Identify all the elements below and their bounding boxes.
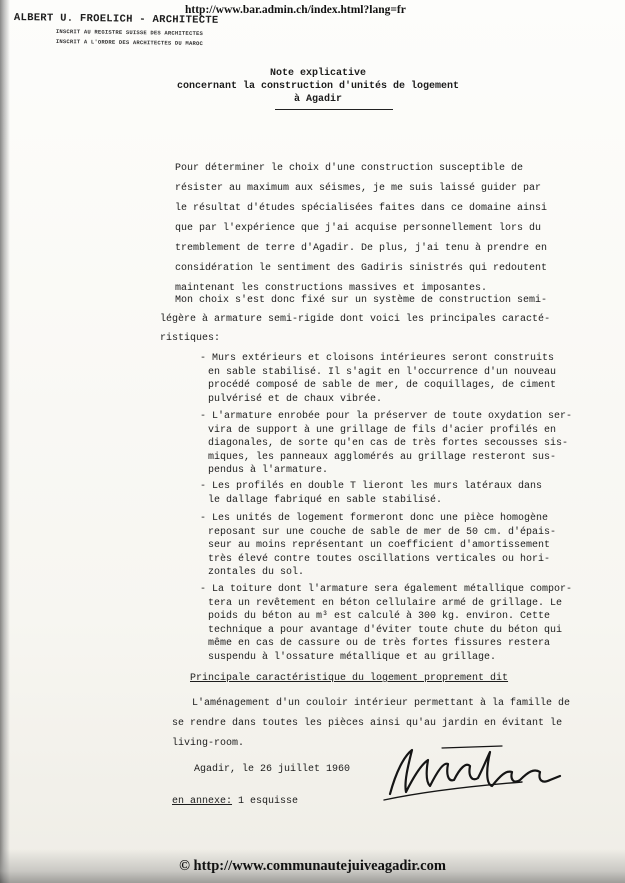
list-item-line: seur au moins représentant un coefficient d'amortissement — [208, 540, 551, 551]
paragraph-line: L'aménagement d'un couloir intérieur permettant à la famille de — [192, 698, 571, 709]
paragraph-line: considération le sentiment des Gadiris sinistrés qui redoutent — [175, 263, 548, 274]
list-item-line: procédé composé de sable de mer, de coquillages, de ciment — [208, 380, 557, 391]
list-item-line: poids du béton au m³ est calculé à 300 kg. environ. Cette — [208, 611, 551, 622]
section-subheading: Principale caractéristique du logement proprement dit — [190, 673, 509, 684]
annex-label: en annexe: — [172, 796, 233, 807]
list-item-line: pendus à l'armature. — [208, 465, 329, 476]
paragraph-line: living-room. — [172, 738, 245, 749]
letterhead-line-2: INSCRIT A L'ORDRE DES ARCHITECTES DU MAROC — [55, 38, 204, 48]
handwritten-signature — [382, 742, 567, 804]
paragraph-line: Mon choix s'est donc fixé sur un système de construction semi- — [175, 295, 548, 306]
title-underline — [275, 109, 393, 110]
list-item-line: - L'armature enrobée pour la préserver de toute oxydation ser- — [200, 411, 573, 422]
paragraph-line: que par l'expérience que j'ai acquise personnellement lors du — [175, 223, 542, 234]
source-url: http://www.bar.admin.ch/index.html?lang=fr — [185, 4, 406, 16]
paragraph-line: le résultat d'études spécialisées faites dans ce domaine ainsi — [175, 203, 548, 214]
paragraph-line: résister au maximum aux séismes, je me suis laissé guider par — [175, 183, 542, 194]
document-title — [160, 67, 476, 106]
list-item-line: le dallage fabriqué en sable stabilisé. — [208, 494, 443, 506]
paragraph-choice — [160, 291, 551, 348]
list-item-line: tera un revêtement en béton cellulaire armé de grillage. Le — [208, 597, 563, 609]
list-item-line: reposant sur une couche de sable de mer de 50 cm. d'épais- — [208, 526, 557, 538]
letterhead-line-1: INSCRIT AU REGISTRE SUISSE DES ARCHITECTES — [55, 28, 204, 38]
list-item-roof — [200, 583, 572, 664]
list-item-line: - La toiture dont l'armature sera également métallique compor- — [200, 584, 573, 595]
paragraph-line: se rendre dans toutes les pièces ainsi qu'au jardin en évitant le — [172, 718, 563, 729]
paragraph-intro — [175, 159, 547, 299]
list-item-profiles — [200, 480, 542, 507]
paragraph-line: Pour déterminer le choix d'une construction susceptible de — [175, 163, 524, 174]
title-line-1: Note explicative — [269, 68, 366, 79]
list-item-units — [200, 512, 556, 580]
paragraph-line: tremblement de terre d'Agadir. De plus, j'ai tenu à prendre en — [175, 243, 548, 254]
list-item-line: - Les profilés en double T lieront les murs latéraux dans — [200, 481, 543, 492]
list-item-line: - Murs extérieurs et cloisons intérieures seront construits — [200, 353, 555, 364]
list-item-line: zontales du sol. — [208, 567, 305, 578]
list-item-line: en sable stabilisé. Il s'agit en l'occurrence d'un nouveau — [208, 366, 557, 378]
list-item-line: - Les unités de logement formeront donc une pièce homogène — [200, 513, 549, 524]
list-item-line: technique a pour avantage d'éviter toute chute du béton qui — [208, 624, 563, 636]
list-item-frame — [200, 410, 572, 478]
list-item-line: diagonales, de sorte qu'en cas de très fortes secousses sis- — [208, 438, 569, 449]
annex-value: 1 esquisse — [232, 796, 299, 807]
list-item-line: très élevé contre toutes oscillations verticales ou hori- — [208, 553, 551, 565]
annex-line — [172, 796, 298, 807]
list-item-line: même en cas de cassure ou de très fortes fissures restera — [208, 638, 551, 649]
list-item-line: vira de support à une grillage de fils d'acier profilés en — [208, 424, 557, 436]
list-item-line: suspendu à l'ossature métallique et au grillage. — [208, 651, 497, 663]
list-item-line: miques, les panneaux agglomérés au grillage resteront sus- — [208, 451, 557, 463]
list-item-line: pulvérisé et de chaux vibrée. — [208, 393, 383, 405]
date-line: Agadir, le 26 juillet 1960 — [194, 764, 351, 775]
scan-shadow-left — [0, 0, 10, 883]
paragraph-line: légère à armature semi-rigide dont voici les principales caracté- — [160, 314, 551, 325]
footer-copyright: © http://www.communautejuiveagadir.com — [179, 858, 446, 874]
paragraph-line: ristiques: — [160, 333, 221, 344]
letterhead-name: ALBERT U. FROELICH - ARCHITECTE — [13, 12, 219, 27]
paragraph-line: maintenant les constructions massives et imposantes. — [175, 283, 488, 294]
title-line-2: concernant la construction d'unités de logement — [176, 81, 460, 92]
list-item-walls — [200, 352, 556, 406]
title-line-3: à Agadir — [293, 94, 342, 105]
